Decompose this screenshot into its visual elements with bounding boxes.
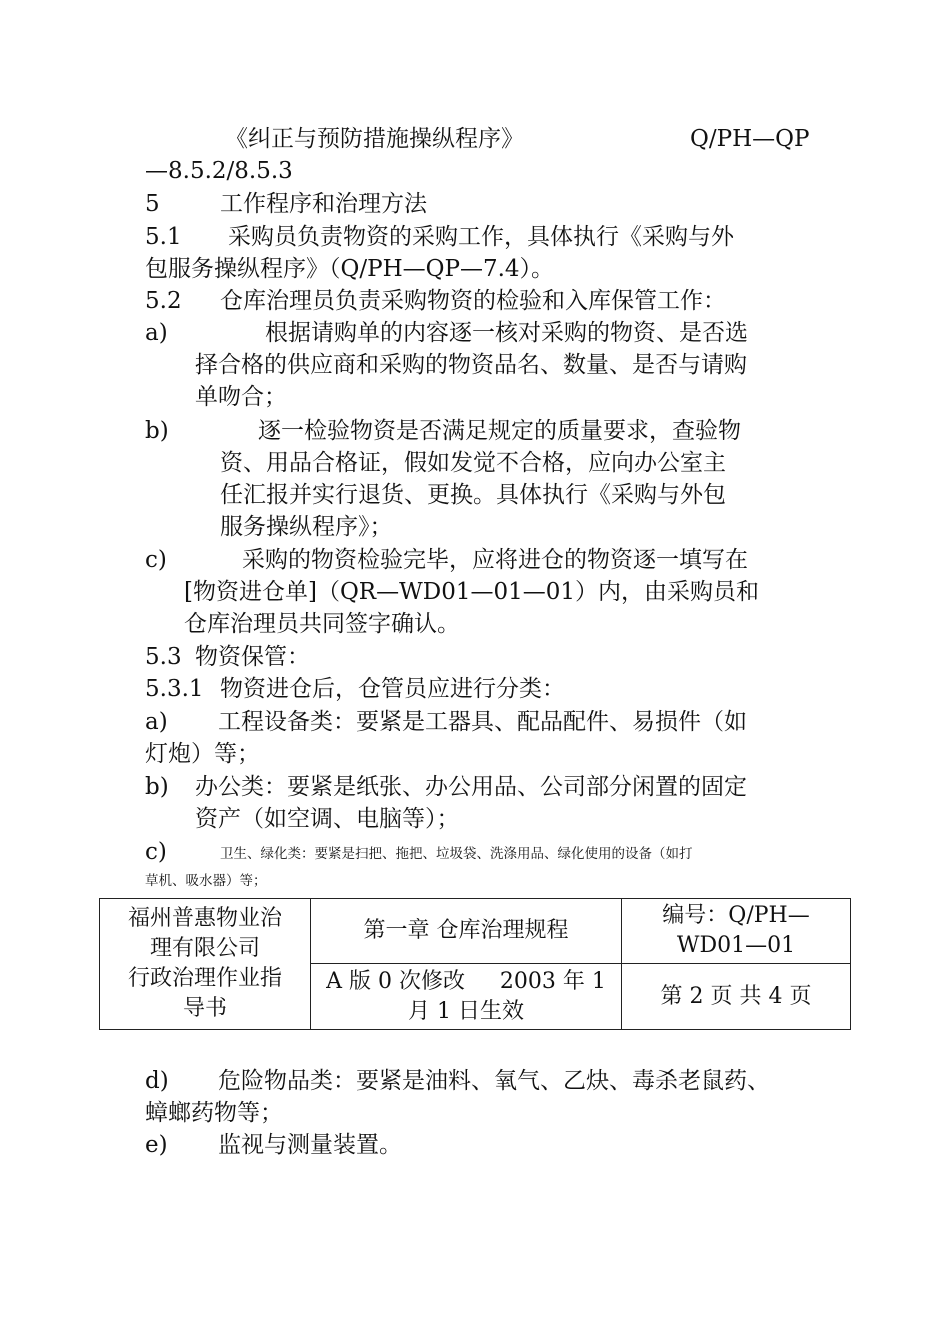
list-marker: a) <box>145 709 168 735</box>
doc-type-line: 导书 <box>182 996 227 1021</box>
chapter-cell <box>311 899 622 964</box>
list-item-line: 逐一检验物资是否满足规定的质量要求，查验物 <box>258 418 741 444</box>
doc-code-line: 编号：Q/PH— <box>662 903 810 928</box>
company-name-line: 福州普惠物业治 <box>127 906 282 931</box>
company-doc-cell <box>100 899 311 1030</box>
list-item-line: 单吻合； <box>195 384 287 410</box>
list-marker: c) <box>145 547 167 573</box>
page-number: 第 2 页 共 4 页 <box>660 983 812 1009</box>
list-marker: b) <box>145 418 169 444</box>
clause-number: 5.2 <box>145 288 182 314</box>
list-item-line: 任汇报并实行退货、更换。具体执行《采购与外包 <box>220 482 726 508</box>
chapter-title: 第一章 仓库治理规程 <box>363 918 569 943</box>
list-marker: b) <box>145 774 169 800</box>
clause-text-line: 采购员负责物资的采购工作，具体执行《采购与外 <box>228 224 734 250</box>
ref-procedure-code-cont: —8.5.2/8.5.3 <box>145 158 293 184</box>
clause-title: 物资进仓后，仓管员应进行分类： <box>220 676 565 702</box>
list-item-line: 采购的物资检验完毕，应将进仓的物资逐一填写在 <box>242 547 748 573</box>
ref-procedure-code: Q/PH—QP <box>690 126 810 152</box>
list-marker: a) <box>145 320 168 346</box>
list-item-line: 仓库治理员共同签字确认。 <box>184 611 460 637</box>
list-item-line: 资产（如空调、电脑等）； <box>195 806 460 832</box>
list-item-line: 择合格的供应商和采购的物资品名、数量、是否与请购 <box>195 352 747 378</box>
clause-title: 物资保管： <box>195 644 310 670</box>
list-item-line: 服务操纵程序》； <box>220 514 393 540</box>
version-line: A 版 0 次修改 2003 年 1 <box>326 968 606 994</box>
list-item-line: 蟑螂药物等； <box>145 1100 283 1126</box>
list-item-line: [物资进仓单]（QR—WD01—01—01）内，由采购员和 <box>184 579 759 605</box>
version-cell <box>311 964 622 1030</box>
list-item-line: 根据请购单的内容逐一核对采购的物资、是否选 <box>265 320 748 346</box>
clause-number: 5.3 <box>145 644 182 670</box>
list-item-line: 资、用品合格证，假如发觉不合格，应向办公室主 <box>220 450 726 476</box>
clause-title: 仓库治理员负责采购物资的检验和入库保管工作： <box>220 288 726 314</box>
list-item-line: 危险物品类：要紧是油料、氧气、乙炔、毒杀老鼠药、 <box>218 1068 770 1094</box>
list-item-line: 监视与测量装置。 <box>218 1132 402 1158</box>
section-number: 5 <box>145 191 160 217</box>
company-name-line: 理有限公司 <box>149 936 260 961</box>
list-marker: d) <box>145 1068 169 1094</box>
doc-code-line: WD01—01 <box>676 933 796 958</box>
ref-procedure-title: 《纠正与预防措施操纵程序》 <box>225 126 524 152</box>
clause-number: 5.1 <box>145 224 182 250</box>
list-item-line-small: 卫生、绿化类：要紧是扫把、拖把、垃圾袋、洗涤用品、绿化使用的设备（如打 <box>220 846 693 862</box>
list-item-line: 工程设备类：要紧是工器具、配品配件、易损件（如 <box>218 709 747 735</box>
list-marker: e) <box>145 1132 168 1158</box>
doc-type-line: 行政治理作业指 <box>127 966 282 991</box>
clause-text-line: 包服务操纵程序》（Q/PH—QP—7.4）。 <box>145 256 555 282</box>
list-marker: c) <box>145 839 167 865</box>
document-header-table <box>99 898 851 1030</box>
list-item-line: 灯炮）等； <box>145 741 260 767</box>
list-item-line: 办公类：要紧是纸张、办公用品、公司部分闲置的固定 <box>195 774 747 800</box>
doc-code-cell <box>622 899 851 964</box>
page-number-cell <box>622 964 851 1030</box>
clause-number: 5.3.1 <box>145 676 204 702</box>
version-line: 月 1 日生效 <box>408 998 524 1024</box>
list-item-line-small: 草机、吸水器）等； <box>145 873 267 889</box>
section-title: 工作程序和治理方法 <box>220 191 427 217</box>
